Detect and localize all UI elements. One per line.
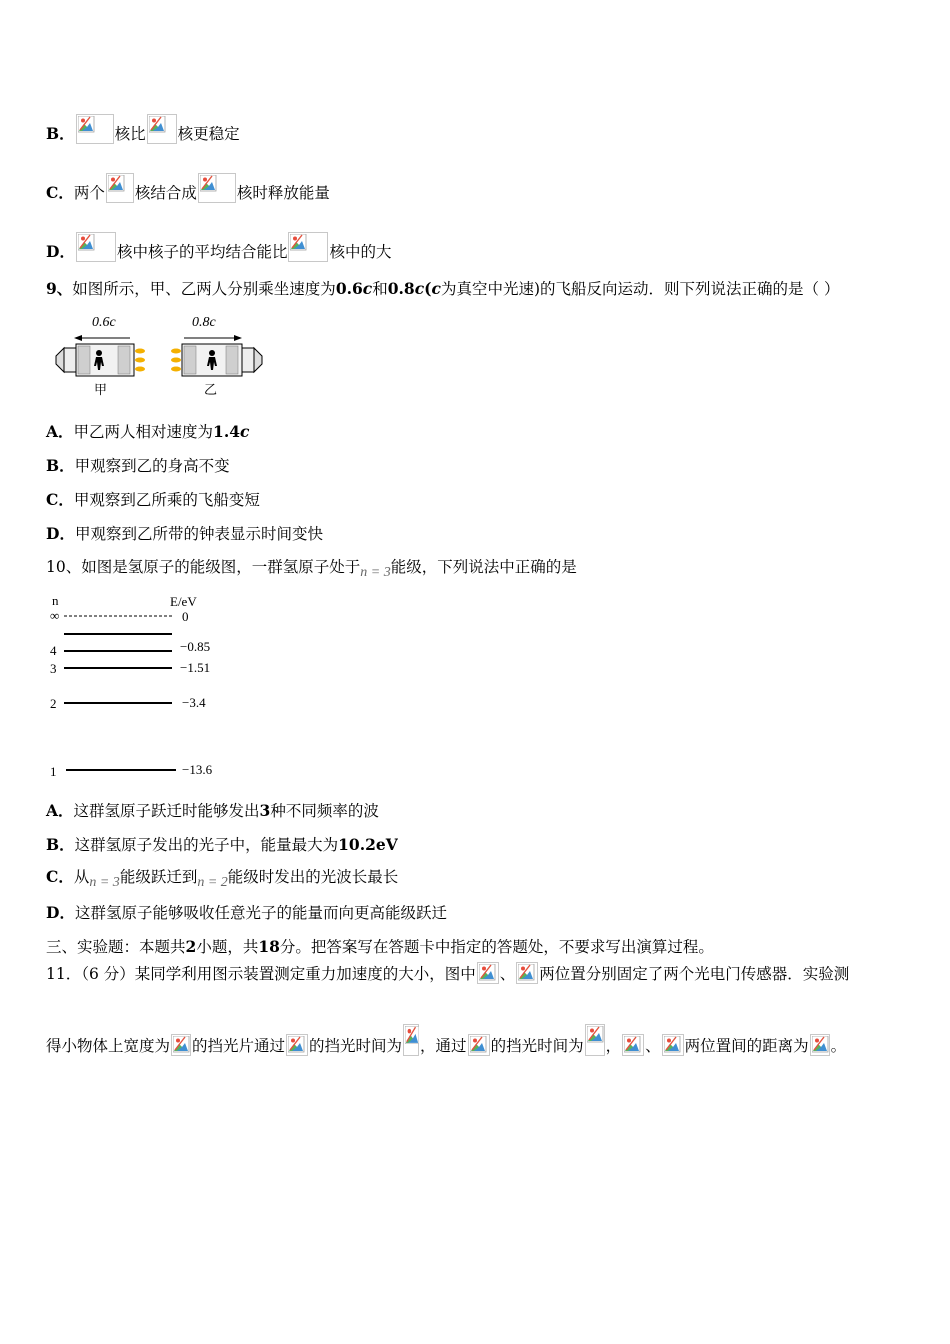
level-2-n: 2 (50, 696, 57, 711)
right-spaceship (171, 344, 262, 376)
image-placeholder-icon (622, 1034, 644, 1056)
image-placeholder-icon (198, 173, 236, 203)
level-2-e: −3.4 (182, 695, 206, 710)
level-4-n: 4 (50, 643, 57, 658)
level-inf-e: 0 (182, 609, 189, 624)
q9-stem: 9、如图所示，甲、乙两人分别乘坐速度为0.6c和0.8c(c为真空中光速)的飞船反向运动．则下列说法正确的是（ ） (46, 279, 840, 298)
image-placeholder-icon (477, 962, 499, 984)
section-3-heading: 三、实验题：本题共2小题，共18分。把答案写在答题卡中指定的答题处，不要求写出演算过程。 (46, 937, 714, 956)
image-placeholder-icon (288, 232, 328, 262)
image-placeholder-icon (147, 114, 177, 144)
q10-option-c: C．从n = 3能级跃迁到n = 2能级时发出的光波长最长 (46, 867, 399, 890)
right-person-label: 乙 (204, 382, 218, 397)
q10-stem: 10、如图是氢原子的能级图，一群氢原子处于n = 3能级，下列说法中正确的是 (46, 558, 577, 580)
level-3-n: 3 (50, 661, 57, 676)
q11-line-2: 得小物体上宽度为 的挡光片通过 的挡光时间为 ，通过 的挡光时间为 ， 、 两位置间的距离为 。 (46, 1024, 846, 1056)
image-placeholder-icon (76, 114, 114, 144)
q8-option-c: C．两个 核结合成 核时释放能量 (46, 173, 330, 203)
energy-level-diagram (44, 590, 234, 782)
image-placeholder-icon (468, 1034, 490, 1056)
image-placeholder-icon (171, 1034, 191, 1056)
image-placeholder-icon (516, 962, 538, 984)
q10-option-d: D．这群氢原子能够吸收任意光子的能量而向更高能级跃迁 (46, 903, 447, 922)
image-placeholder-icon (810, 1034, 830, 1056)
left-spaceship (56, 344, 145, 376)
image-placeholder-icon (286, 1034, 308, 1056)
level-4-e: −0.85 (180, 639, 211, 654)
spaceship-figure (52, 308, 272, 400)
q9-option-a: A．甲乙两人相对速度为1.4c (46, 422, 250, 441)
image-placeholder-icon (403, 1024, 419, 1056)
image-placeholder-icon (585, 1024, 605, 1056)
right-speed-label: 0.8c (192, 315, 216, 330)
level-3-e: −1.51 (180, 660, 211, 675)
image-placeholder-icon (76, 232, 116, 262)
q10-option-b: B．这群氢原子发出的光子中，能量最大为10.2eV (46, 835, 398, 854)
q8-option-b: B． 核比 核更稳定 (46, 114, 240, 144)
level-1-e: −13.6 (182, 762, 213, 777)
left-person-label: 甲 (94, 382, 108, 397)
level-1-n: 1 (50, 764, 57, 779)
left-speed-label: 0.6c (92, 315, 116, 330)
q9-option-d: D．甲观察到乙所带的钟表显示时间变快 (46, 524, 323, 543)
n-header: n (52, 593, 59, 608)
q9-option-c: C．甲观察到乙所乘的飞船变短 (46, 490, 260, 509)
e-header: E/eV (170, 594, 197, 609)
q11-line-1: 11．（6 分）某同学利用图示装置测定重力加速度的大小，图中 、 两位置分别固定了两个光电门传感器．实验测 (46, 962, 849, 984)
image-placeholder-icon (662, 1034, 684, 1056)
q9-option-b: B．甲观察到乙的身高不变 (46, 456, 230, 475)
image-placeholder-icon (106, 173, 134, 203)
q10-option-a: A．这群氢原子跃迁时能够发出3种不同频率的波 (46, 801, 379, 820)
q8-option-d: D． 核中核子的平均结合能比 核中的大 (46, 232, 391, 262)
level-inf-n: ∞ (50, 608, 60, 623)
